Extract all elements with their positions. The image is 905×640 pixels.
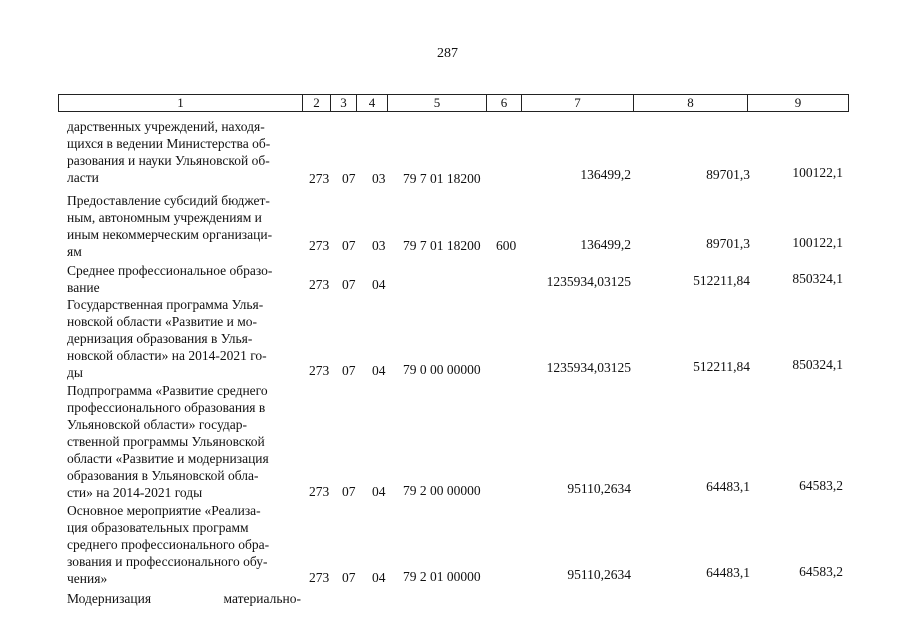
cell-expense-type: 600	[496, 238, 517, 253]
cell-grbs: 273	[309, 363, 330, 378]
header-col-7: 7	[522, 94, 634, 112]
description-line: ласти	[67, 170, 99, 185]
cell-amount-9: 850324,1	[792, 357, 843, 372]
cell-subsection: 04	[372, 363, 386, 378]
row-description	[67, 262, 301, 296]
description-line: ция образовательных программ	[67, 520, 249, 535]
header-col-9: 9	[748, 94, 849, 112]
description-line: Государственная программа Улья-	[67, 297, 264, 312]
cell-section: 07	[342, 570, 356, 585]
description-line: новской области» на 2014-2021 го-	[67, 348, 267, 363]
cell-amount-7: 1235934,03125	[546, 360, 631, 375]
cell-amount-8: 89701,3	[706, 236, 750, 251]
cell-amount-8: 89701,3	[706, 167, 750, 182]
description-line: новской области «Развитие и мо-	[67, 314, 258, 329]
cell-amount-7: 1235934,03125	[546, 274, 631, 289]
cell-grbs: 273	[309, 238, 330, 253]
row-description	[67, 590, 301, 607]
description-line: вание	[67, 280, 100, 295]
cell-section: 07	[342, 171, 356, 186]
cell-target-article: 79 2 01 00000	[403, 569, 481, 584]
description-line: ным, автономным учреждениям и	[67, 210, 262, 225]
description-line: ственной программы Ульяновской	[67, 434, 265, 449]
description-line: Основное мероприятие «Реализа-	[67, 503, 261, 518]
cell-amount-9: 64583,2	[799, 478, 843, 493]
cell-subsection: 03	[372, 171, 386, 186]
description-line: профессионального образования в	[67, 400, 266, 415]
cell-section: 07	[342, 238, 356, 253]
description-line: чения»	[67, 571, 108, 586]
cell-amount-8: 512211,84	[693, 359, 750, 374]
description-line: зования и профессионального обу-	[67, 554, 268, 569]
description-line: области «Развитие и модернизация	[67, 451, 269, 466]
row-description	[67, 192, 301, 260]
cell-target-article: 79 0 00 00000	[403, 362, 481, 377]
description-line: Ульяновской области» государ-	[67, 417, 247, 432]
description-line: Среднее профессиональное образо-	[67, 263, 273, 278]
description-line: ды	[67, 365, 83, 380]
row-description	[67, 118, 301, 186]
cell-amount-8: 512211,84	[693, 273, 750, 288]
description-line: Модернизация материально-	[67, 591, 301, 606]
description-line: ям	[67, 244, 82, 259]
description-line: Подпрограмма «Развитие среднего	[67, 383, 268, 398]
cell-section: 07	[342, 363, 356, 378]
description-line: разования и науки Ульяновской об-	[67, 153, 270, 168]
cell-amount-8: 64483,1	[706, 479, 750, 494]
description-line: образования в Ульяновской обла-	[67, 468, 259, 483]
cell-grbs: 273	[309, 171, 330, 186]
cell-grbs: 273	[309, 277, 330, 292]
cell-subsection: 03	[372, 238, 386, 253]
header-col-6: 6	[487, 94, 522, 112]
cell-target-article: 79 7 01 18200	[403, 238, 481, 253]
cell-section: 07	[342, 277, 356, 292]
header-col-4: 4	[357, 94, 388, 112]
row-description	[67, 296, 301, 381]
header-col-8: 8	[634, 94, 748, 112]
cell-amount-9: 100122,1	[792, 165, 843, 180]
cell-target-article: 79 7 01 18200	[403, 171, 481, 186]
header-col-2: 2	[303, 94, 331, 112]
cell-amount-7: 95110,2634	[567, 567, 631, 582]
cell-subsection: 04	[372, 484, 386, 499]
row-description	[67, 382, 301, 501]
cell-subsection: 04	[372, 277, 386, 292]
description-line: иным некоммерческим организаци-	[67, 227, 273, 242]
cell-grbs: 273	[309, 570, 330, 585]
header-col-1: 1	[58, 94, 303, 112]
page-number: 287	[437, 46, 458, 61]
description-line: щихся в ведении Министерства об-	[67, 136, 271, 151]
cell-target-article: 79 2 00 00000	[403, 483, 481, 498]
row-description	[67, 502, 301, 587]
cell-amount-9: 850324,1	[792, 271, 843, 286]
description-line: Предоставление субсидий бюджет-	[67, 193, 270, 208]
cell-section: 07	[342, 484, 356, 499]
cell-amount-8: 64483,1	[706, 565, 750, 580]
header-col-5: 5	[388, 94, 487, 112]
cell-amount-7: 136499,2	[580, 167, 631, 182]
description-line: среднего профессионального обра-	[67, 537, 270, 552]
cell-amount-7: 136499,2	[580, 237, 631, 252]
header-col-3: 3	[331, 94, 357, 112]
cell-grbs: 273	[309, 484, 330, 499]
description-line: дарственных учреждений, находя-	[67, 119, 265, 134]
description-line: сти» на 2014-2021 годы	[67, 485, 203, 500]
cell-subsection: 04	[372, 570, 386, 585]
description-line: дернизация образования в Улья-	[67, 331, 253, 346]
cell-amount-9: 100122,1	[792, 235, 843, 250]
cell-amount-9: 64583,2	[799, 564, 843, 579]
cell-amount-7: 95110,2634	[567, 481, 631, 496]
